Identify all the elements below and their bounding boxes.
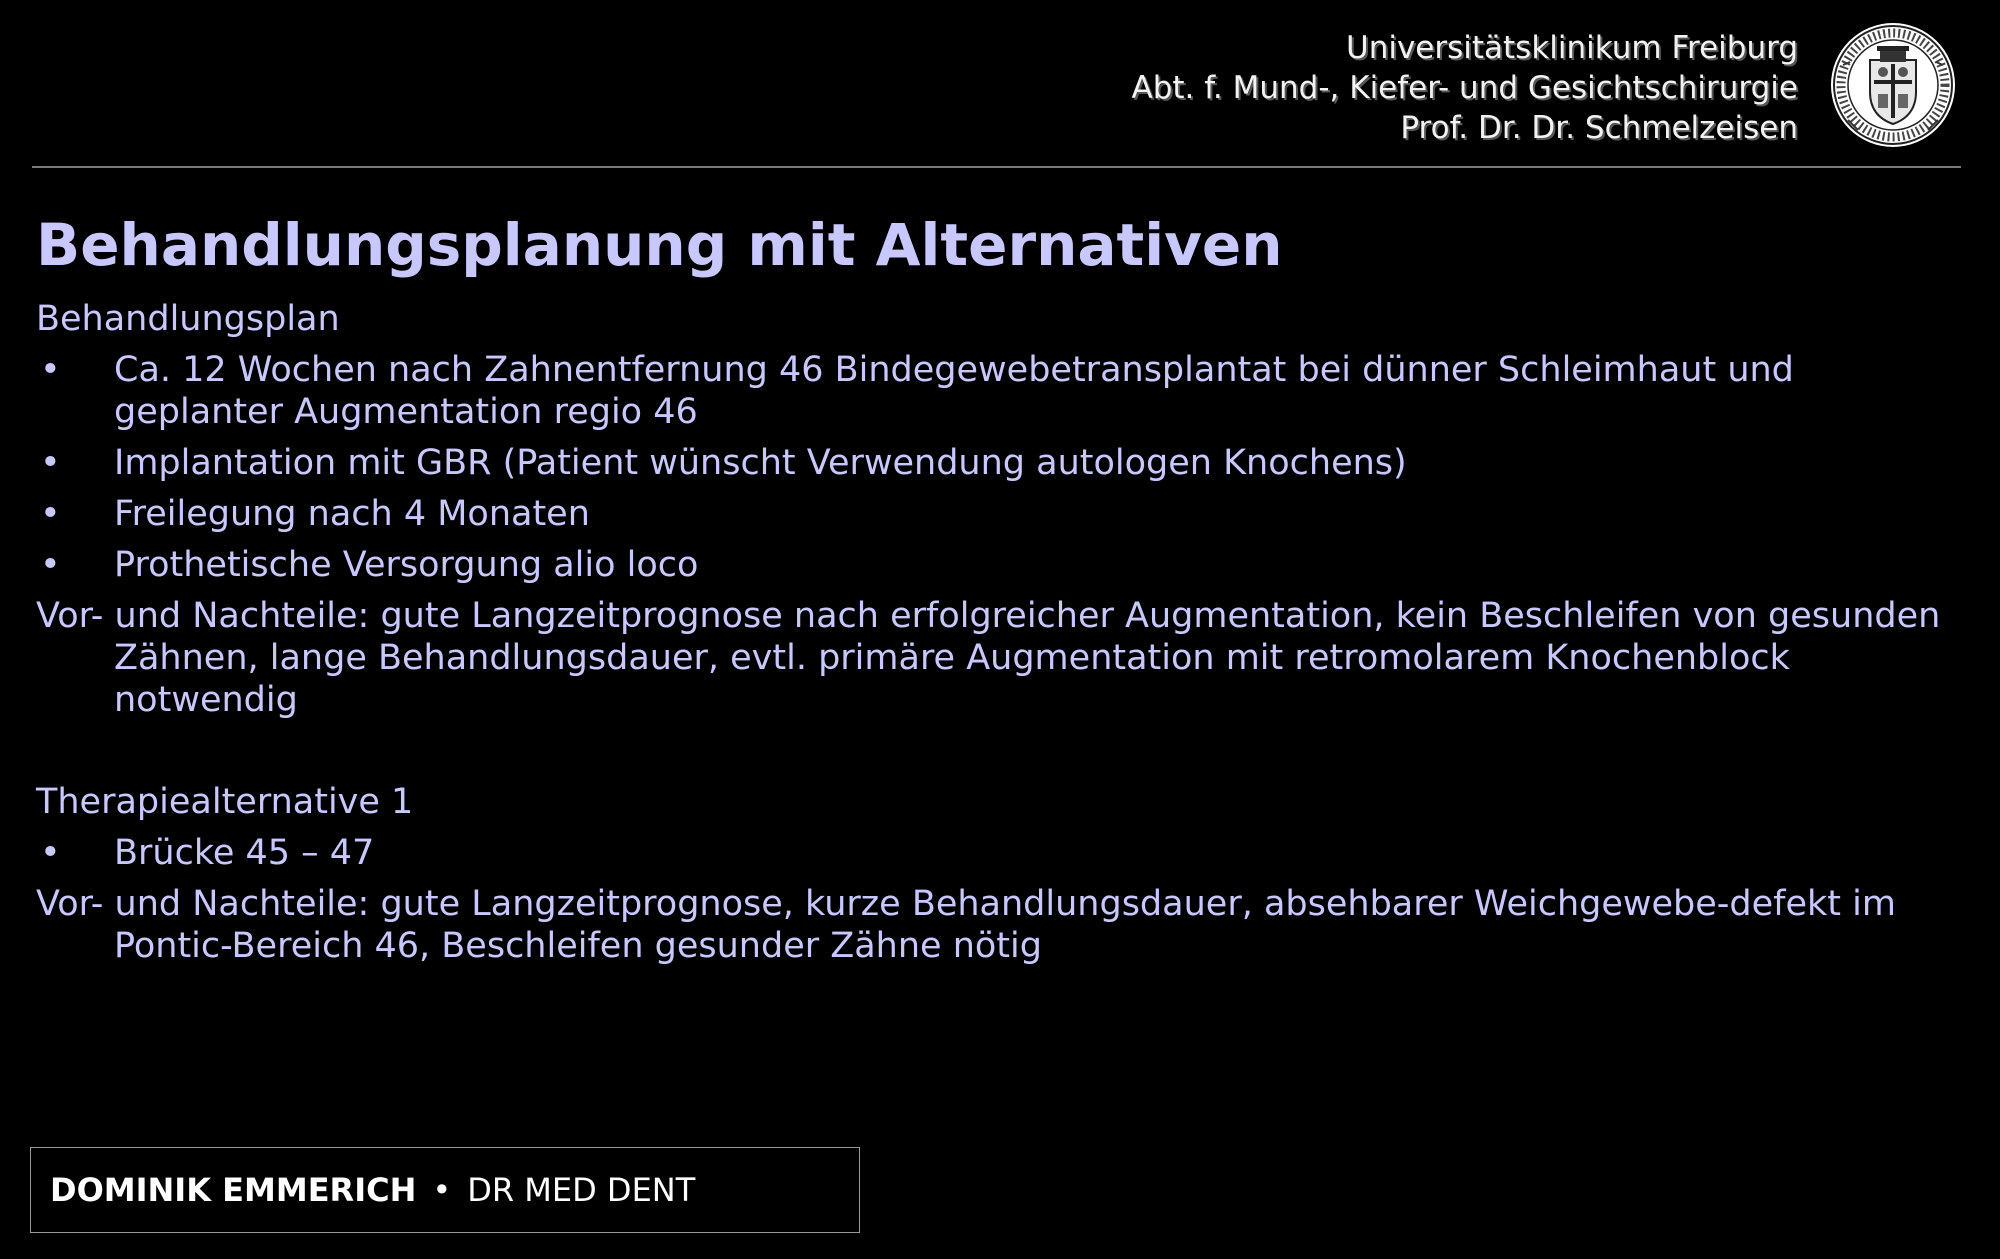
slide-title: Behandlungsplanung mit Alternativen (36, 211, 1283, 279)
bullet-dot: • (40, 443, 61, 483)
plan-bullet-text: Implantation mit GBR (Patient wünscht Verwendung autologen Knochens) (114, 443, 1407, 483)
university-seal-icon (1828, 20, 1958, 150)
alternative-1-pros-cons: Vor- und Nachteile: gute Langzeitprognose, kurze Behandlungsdauer, absehbarer Weichgewebe-defekt im Pontic-Bereich 46, Beschleifen gesunder Zähne nötig (36, 884, 1896, 966)
header-divider (32, 166, 1961, 168)
plan-bullet-text: Freilegung nach 4 Monaten (114, 494, 590, 534)
plan-bullet-2 (36, 442, 1956, 484)
header-line-university: Universitätsklinikum Freiburg (1346, 30, 1798, 66)
plan-bullet-1 (36, 349, 1956, 433)
plan-pros-cons: Vor- und Nachteile: gute Langzeitprognose nach erfolgreicher Augmentation, kein Beschleifen von gesunden Zähnen, lange Behandlungsdauer, evtl. primäre Augmentation mit retromolarem Knochenblock notwendig (36, 596, 1941, 720)
footer-author-box (30, 1147, 860, 1233)
alternative-1-bullet-text: Brücke 45 – 47 (114, 833, 375, 873)
bullet-dot: • (40, 350, 61, 390)
plan-bullet-text: Ca. 12 Wochen nach Zahnentfernung 46 Bindegewebetransplantat bei dünner Schleimhaut und geplanter Augmentation regio 46 (114, 350, 1794, 432)
footer-separator: • (432, 1171, 452, 1209)
slide-content (36, 298, 1956, 976)
plan-bullet-4 (36, 544, 1956, 586)
section-spacer (36, 730, 1956, 781)
header-line-department: Abt. f. Mund-, Kiefer- und Gesichtschirurgie (1131, 70, 1798, 106)
bullet-dot: • (40, 494, 61, 534)
footer-author-degree: DR MED DENT (467, 1171, 696, 1209)
alternative-1-bullet-1 (36, 832, 1956, 874)
plan-bullet-text: Prothetische Versorgung alio loco (114, 545, 699, 585)
plan-bullet-3 (36, 493, 1956, 535)
institution-header (1132, 28, 1798, 148)
plan-heading: Behandlungsplan (36, 299, 340, 339)
bullet-dot: • (40, 545, 61, 585)
footer-author-name: DOMINIK EMMERICH (50, 1171, 417, 1209)
bullet-dot: • (40, 833, 61, 873)
alternative-1-heading: Therapiealternative 1 (36, 782, 414, 822)
header-line-professor: Prof. Dr. Dr. Schmelzeisen (1400, 110, 1798, 146)
